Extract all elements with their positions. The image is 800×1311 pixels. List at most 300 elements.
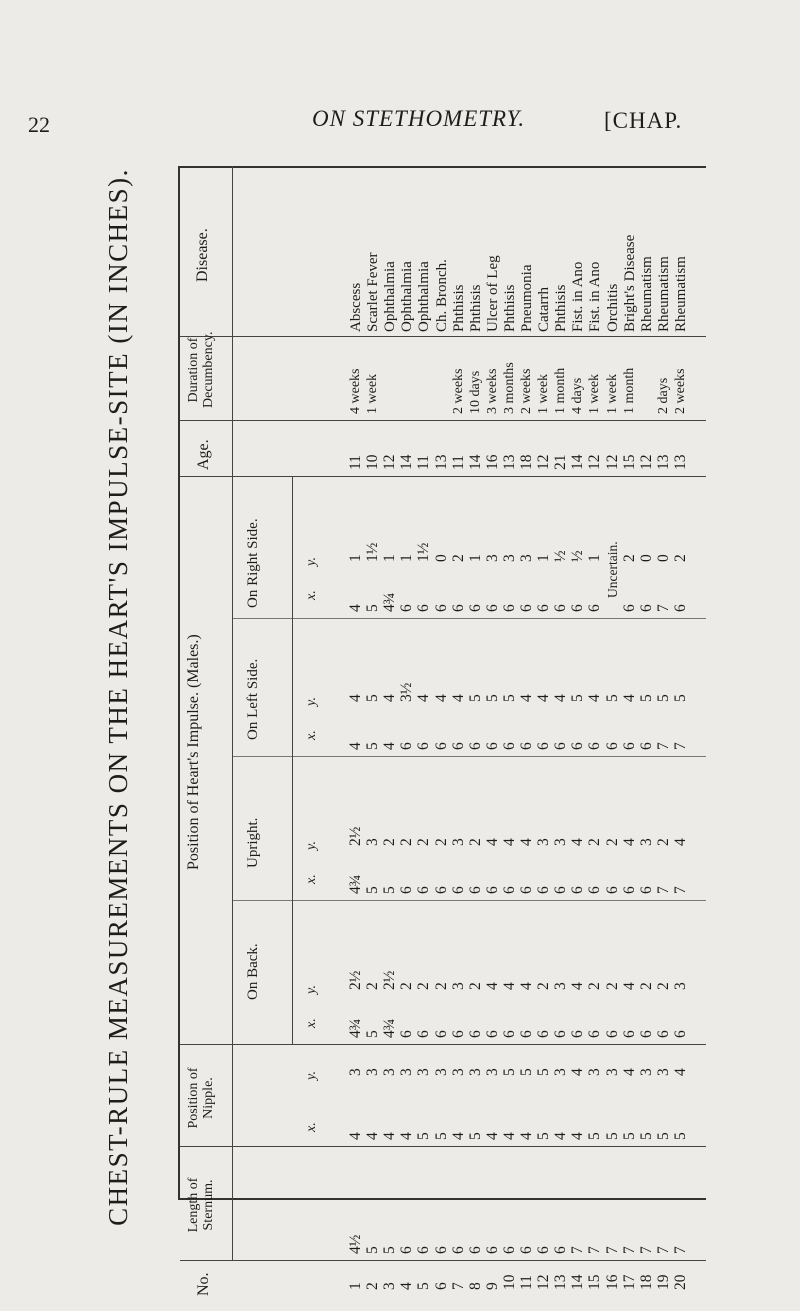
cell-up-x: 6 <box>500 886 518 894</box>
cell-right-x: 4¾ <box>381 592 399 612</box>
cell-left-y: 5 <box>654 694 672 702</box>
cell-back-y: 3 <box>552 982 570 990</box>
cell-right-x: 6 <box>466 604 484 612</box>
cell-sternum: 7 <box>654 1246 672 1254</box>
cell-back-y: 2 <box>654 982 672 990</box>
cell-back-x: 6 <box>671 1030 689 1038</box>
cell-back-y: 2½ <box>381 970 399 990</box>
cell-left-x: 6 <box>483 742 501 750</box>
cell-left-x: 6 <box>603 742 621 750</box>
cell-up-y: 2 <box>432 838 450 846</box>
cell-right-y: 3 <box>483 554 501 562</box>
cell-age: 21 <box>552 454 570 470</box>
cell-left-y: 4 <box>432 694 450 702</box>
rule-disease <box>180 336 706 337</box>
cell-back-y: 4 <box>620 982 638 990</box>
cell-back-y: 2 <box>415 982 433 990</box>
cell-back-y: 4 <box>569 982 587 990</box>
cell-no: 17 <box>620 1274 638 1290</box>
cell-sternum: 7 <box>620 1246 638 1254</box>
subheader-nipple-x: x. <box>304 1122 319 1132</box>
header-no: No. <box>195 1272 212 1296</box>
cell-right-y: 2 <box>620 554 638 562</box>
cell-up-x: 6 <box>620 886 638 894</box>
cell-left-y: 4 <box>415 694 433 702</box>
cell-disease: Ophthalmia <box>399 261 416 332</box>
cell-right-x: 6 <box>535 604 553 612</box>
cell-left-y: 4 <box>518 694 535 702</box>
cell-back-x: 6 <box>466 1030 484 1038</box>
cell-nipple-y: 3 <box>552 1068 570 1076</box>
cell-no: 18 <box>637 1274 655 1290</box>
cell-back-y: 2 <box>398 982 416 990</box>
cell-age: 12 <box>586 454 604 470</box>
cell-up-y: 4 <box>483 838 501 846</box>
subheader-left-x: x. <box>304 730 319 740</box>
cell-nipple-x: 4 <box>381 1132 399 1140</box>
rule-on-back <box>180 1044 706 1045</box>
cell-back-x: 6 <box>483 1030 501 1038</box>
rule-left-side <box>232 756 706 757</box>
cell-back-x: 6 <box>586 1030 604 1038</box>
cell-age: 12 <box>535 454 553 470</box>
cell-duration: 1 month <box>621 367 637 414</box>
cell-sternum: 6 <box>466 1246 484 1254</box>
cell-up-x: 5 <box>364 886 382 894</box>
cell-age: 13 <box>654 454 672 470</box>
cell-sternum: 6 <box>552 1246 570 1254</box>
cell-nipple-x: 4 <box>569 1132 587 1140</box>
cell-back-x: 6 <box>620 1030 638 1038</box>
cell-no: 3 <box>381 1282 399 1290</box>
cell-nipple-x: 4 <box>500 1132 518 1140</box>
cell-no: 20 <box>671 1274 689 1290</box>
cell-right-x: 6 <box>432 604 450 612</box>
cell-nipple-x: 5 <box>603 1132 621 1140</box>
cell-back-x: 6 <box>449 1030 467 1038</box>
cell-up-x: 6 <box>569 886 587 894</box>
cell-left-y: 4 <box>381 694 399 702</box>
cell-no: 19 <box>654 1274 672 1290</box>
cell-left-x: 6 <box>552 742 570 750</box>
cell-nipple-x: 5 <box>535 1132 553 1140</box>
cell-back-x: 6 <box>500 1030 518 1038</box>
cell-up-x: 7 <box>654 886 672 894</box>
cell-right-y: 1 <box>381 554 399 562</box>
cell-left-y: 4 <box>449 694 467 702</box>
cell-left-y: 4 <box>586 694 604 702</box>
header-nipple: Position of Nipple. <box>186 1067 216 1129</box>
rule-sternum <box>180 1260 706 1261</box>
header-age: Age. <box>195 439 212 470</box>
cell-up-y: 2½ <box>347 826 364 846</box>
cell-left-y: 5 <box>637 694 655 702</box>
cell-disease: Ophthalmia <box>416 261 433 332</box>
cell-age: 12 <box>637 454 655 470</box>
cell-up-x: 6 <box>586 886 604 894</box>
cell-sternum: 4½ <box>347 1234 364 1254</box>
cell-right-x: 6 <box>552 604 570 612</box>
cell-no: 11 <box>518 1275 535 1290</box>
cell-disease: Rheumatism <box>655 256 672 332</box>
cell-duration: 4 days <box>570 377 586 414</box>
cell-nipple-x: 4 <box>518 1132 535 1140</box>
cell-back-x: 6 <box>535 1030 553 1038</box>
cell-left-x: 6 <box>449 742 467 750</box>
cell-left-x: 4 <box>381 742 399 750</box>
rule-header-column <box>232 166 233 1260</box>
cell-left-x: 6 <box>569 742 587 750</box>
cell-back-x: 6 <box>603 1030 621 1038</box>
cell-right-y: 1 <box>586 554 604 562</box>
cell-up-x: 6 <box>637 886 655 894</box>
cell-no: 14 <box>569 1274 587 1290</box>
chapter-label: [CHAP. <box>604 108 683 133</box>
cell-up-y: 2 <box>586 838 604 846</box>
cell-disease: Ophthalmia <box>382 261 399 332</box>
cell-back-y: 4 <box>500 982 518 990</box>
cell-right-x: 6 <box>483 604 501 612</box>
cell-age: 13 <box>432 454 450 470</box>
cell-age: 18 <box>518 454 535 470</box>
cell-nipple-y: 3 <box>637 1068 655 1076</box>
cell-nipple-y: 3 <box>364 1068 382 1076</box>
cell-disease: Phthisis <box>501 284 518 332</box>
cell-up-y: 2 <box>603 838 621 846</box>
cell-right-x: 6 <box>500 604 518 612</box>
rule-upright <box>232 900 706 901</box>
running-title: ON STETHOMETRY. <box>312 106 526 131</box>
cell-back-x: 6 <box>398 1030 416 1038</box>
cell-left-x: 6 <box>586 742 604 750</box>
cell-sternum: 7 <box>603 1246 621 1254</box>
cell-duration: 1 week <box>587 373 603 414</box>
cell-sternum: 5 <box>364 1246 382 1254</box>
cell-nipple-y: 5 <box>518 1068 535 1076</box>
rule-nipple <box>180 1146 706 1147</box>
cell-nipple-x: 4 <box>552 1132 570 1140</box>
cell-nipple-y: 5 <box>500 1068 518 1076</box>
cell-right-y: 1 <box>398 554 416 562</box>
cell-back-x: 6 <box>432 1030 450 1038</box>
subheader-back-x: x. <box>304 1018 319 1028</box>
subheader-left-y: y. <box>304 697 319 706</box>
cell-nipple-x: 5 <box>671 1132 689 1140</box>
cell-up-y: 3 <box>364 838 382 846</box>
cell-right-x: 6 <box>569 604 587 612</box>
cell-left-x: 6 <box>535 742 553 750</box>
cell-up-y: 4 <box>518 838 535 846</box>
cell-nipple-y: 5 <box>535 1068 553 1076</box>
cell-up-y: 3 <box>535 838 553 846</box>
rule-age <box>180 476 706 477</box>
cell-right-y: 1 <box>535 554 553 562</box>
cell-nipple-y: 3 <box>347 1068 364 1076</box>
rule-impulse-group <box>292 476 293 1044</box>
cell-nipple-x: 5 <box>620 1132 638 1140</box>
cell-sternum: 7 <box>569 1246 587 1254</box>
cell-nipple-x: 4 <box>449 1132 467 1140</box>
cell-up-x: 6 <box>432 886 450 894</box>
cell-duration: 1 week <box>365 373 381 414</box>
cell-back-y: 2 <box>603 982 621 990</box>
cell-duration: 1 week <box>536 373 552 414</box>
cell-right-y: 0 <box>432 554 450 562</box>
cell-disease: Catarrh <box>536 287 553 332</box>
cell-back-y: 2 <box>432 982 450 990</box>
cell-left-y: 5 <box>466 694 484 702</box>
header-duration: Duration of Decumbency. <box>186 331 216 408</box>
cell-back-x: 5 <box>364 1030 382 1038</box>
cell-back-y: 2 <box>586 982 604 990</box>
cell-up-x: 5 <box>381 886 399 894</box>
cell-disease: Phthisis <box>467 284 484 332</box>
cell-back-x: 6 <box>552 1030 570 1038</box>
cell-back-y: 2 <box>535 982 553 990</box>
cell-up-x: 6 <box>483 886 501 894</box>
cell-no: 1 <box>347 1282 364 1290</box>
cell-disease: Fist. in Ano <box>570 261 587 332</box>
cell-no: 16 <box>603 1274 621 1290</box>
cell-disease: Bright's Disease <box>621 234 638 332</box>
cell-left-y: 4 <box>620 694 638 702</box>
cell-duration: 1 week <box>604 373 620 414</box>
cell-up-x: 6 <box>518 886 535 894</box>
cell-left-x: 6 <box>637 742 655 750</box>
cell-up-x: 6 <box>398 886 416 894</box>
cell-left-x: 6 <box>432 742 450 750</box>
cell-duration: 2 weeks <box>519 368 534 414</box>
cell-back-x: 6 <box>415 1030 433 1038</box>
cell-back-y: 2 <box>364 982 382 990</box>
header-left-side: On Left Side. <box>245 658 261 740</box>
cell-left-x: 6 <box>466 742 484 750</box>
cell-age: 10 <box>364 454 382 470</box>
cell-nipple-y: 3 <box>603 1068 621 1076</box>
cell-back-x: 4¾ <box>347 1018 364 1038</box>
cell-nipple-y: 3 <box>449 1068 467 1076</box>
cell-no: 4 <box>398 1282 416 1290</box>
cell-right-y: 0 <box>637 554 655 562</box>
cell-right-y: 3 <box>518 554 535 562</box>
header-upright: Upright. <box>245 817 261 868</box>
cell-right-x: 5 <box>364 604 382 612</box>
cell-right-y: Uncertain. <box>604 541 620 598</box>
cell-up-y: 3 <box>637 838 655 846</box>
cell-disease: Fist. in Ano <box>587 261 604 332</box>
cell-right-x: 4 <box>347 604 364 612</box>
cell-back-x: 6 <box>637 1030 655 1038</box>
cell-up-x: 6 <box>449 886 467 894</box>
cell-up-y: 3 <box>449 838 467 846</box>
header-sternum: Length of Sternum. <box>186 1177 216 1233</box>
cell-up-y: 4 <box>620 838 638 846</box>
cell-back-x: 6 <box>654 1030 672 1038</box>
cell-back-y: 4 <box>518 982 535 990</box>
cell-up-y: 2 <box>654 838 672 846</box>
cell-back-x: 4¾ <box>381 1018 399 1038</box>
cell-duration: 3 months <box>501 362 517 414</box>
cell-right-x: 6 <box>415 604 433 612</box>
cell-nipple-x: 4 <box>347 1132 364 1140</box>
rule-right-side <box>232 618 706 619</box>
cell-no: 2 <box>364 1282 382 1290</box>
cell-left-y: 5 <box>603 694 621 702</box>
cell-right-y: 1½ <box>415 542 433 562</box>
cell-up-x: 6 <box>552 886 570 894</box>
cell-sternum: 6 <box>415 1246 433 1254</box>
cell-age: 12 <box>381 454 399 470</box>
header-right-side: On Right Side. <box>245 518 261 608</box>
cell-age: 16 <box>483 454 501 470</box>
header-disease: Disease. <box>194 228 211 282</box>
cell-disease: Phthisis <box>553 284 570 332</box>
cell-right-x: 6 <box>637 604 655 612</box>
cell-disease: Rheumatism <box>638 256 655 332</box>
cell-nipple-y: 4 <box>569 1068 587 1076</box>
cell-age: 11 <box>415 455 433 470</box>
cell-back-y: 2 <box>637 982 655 990</box>
cell-up-y: 4 <box>569 838 587 846</box>
cell-nipple-y: 3 <box>415 1068 433 1076</box>
cell-right-x: 6 <box>398 604 416 612</box>
cell-disease: Ch. Bronch. <box>433 259 450 332</box>
cell-up-y: 4 <box>500 838 518 846</box>
cell-sternum: 5 <box>381 1246 399 1254</box>
cell-left-x: 4 <box>347 742 364 750</box>
cell-duration: 2 weeks <box>450 368 466 414</box>
cell-back-y: 2 <box>466 982 484 990</box>
cell-up-x: 4¾ <box>347 874 364 894</box>
cell-nipple-x: 5 <box>637 1132 655 1140</box>
cell-up-x: 6 <box>603 886 621 894</box>
cell-sternum: 6 <box>398 1246 416 1254</box>
cell-nipple-x: 4 <box>398 1132 416 1140</box>
subheader-right-x: x. <box>304 590 319 600</box>
cell-right-x: 6 <box>449 604 467 612</box>
cell-nipple-y: 4 <box>671 1068 689 1076</box>
cell-left-x: 6 <box>500 742 518 750</box>
cell-up-x: 6 <box>535 886 553 894</box>
cell-right-y: 2 <box>671 554 689 562</box>
cell-duration: 10 days <box>467 370 483 414</box>
subheader-right-y: y. <box>304 557 319 566</box>
cell-no: 7 <box>449 1282 467 1290</box>
cell-age: 12 <box>603 454 621 470</box>
cell-nipple-x: 5 <box>466 1132 484 1140</box>
cell-left-y: 5 <box>483 694 501 702</box>
cell-right-y: 0 <box>654 554 672 562</box>
cell-sternum: 7 <box>586 1246 604 1254</box>
rule-duration <box>180 420 706 421</box>
cell-age: 13 <box>500 454 518 470</box>
cell-age: 11 <box>449 455 467 470</box>
cell-left-x: 6 <box>415 742 433 750</box>
cell-up-y: 2 <box>398 838 416 846</box>
cell-no: 5 <box>415 1282 433 1290</box>
cell-nipple-x: 4 <box>483 1132 501 1140</box>
cell-no: 8 <box>466 1282 484 1290</box>
cell-age: 14 <box>569 454 587 470</box>
subheader-nipple-y: y. <box>304 1071 319 1080</box>
cell-up-y: 3 <box>552 838 570 846</box>
cell-left-y: 4 <box>552 694 570 702</box>
cell-disease: Abscess <box>348 282 364 332</box>
cell-back-y: 3 <box>671 982 689 990</box>
cell-disease: Scarlet Fever <box>365 252 382 332</box>
cell-up-y: 2 <box>415 838 433 846</box>
cell-nipple-y: 4 <box>620 1068 638 1076</box>
cell-sternum: 6 <box>483 1246 501 1254</box>
cell-left-y: 3½ <box>398 682 416 702</box>
page-number: 22 <box>28 112 50 137</box>
cell-nipple-x: 5 <box>586 1132 604 1140</box>
cell-duration: 2 days <box>655 377 671 414</box>
cell-up-y: 2 <box>466 838 484 846</box>
header-impulse-group: Position of Heart's Impulse. (Males.) <box>185 634 202 870</box>
cell-right-x: 7 <box>654 604 672 612</box>
cell-left-y: 5 <box>569 694 587 702</box>
cell-no: 12 <box>535 1274 553 1290</box>
cell-left-x: 5 <box>364 742 382 750</box>
cell-disease: Pneumonia <box>519 264 535 332</box>
cell-age: 11 <box>347 455 364 470</box>
cell-left-y: 5 <box>364 694 382 702</box>
cell-duration: 2 weeks <box>672 368 688 414</box>
cell-nipple-y: 3 <box>586 1068 604 1076</box>
cell-duration: 3 weeks <box>484 368 500 414</box>
header-on-back: On Back. <box>245 943 261 1000</box>
cell-right-x: 6 <box>671 604 689 612</box>
cell-nipple-y: 3 <box>483 1068 501 1076</box>
cell-disease: Orchitis <box>604 283 621 332</box>
cell-age: 14 <box>466 454 484 470</box>
cell-up-y: 2 <box>381 838 399 846</box>
cell-up-x: 6 <box>415 886 433 894</box>
cell-no: 9 <box>483 1282 501 1290</box>
cell-back-y: 4 <box>483 982 501 990</box>
cell-back-y: 2½ <box>347 970 364 990</box>
cell-nipple-y: 3 <box>432 1068 450 1076</box>
cell-right-x: 6 <box>586 604 604 612</box>
subheader-up-y: y. <box>304 841 319 850</box>
cell-nipple-x: 5 <box>432 1132 450 1140</box>
subheader-up-x: x. <box>304 874 319 884</box>
cell-disease: Ulcer of Leg <box>484 255 501 332</box>
cell-age: 15 <box>620 454 638 470</box>
cell-left-x: 7 <box>671 742 689 750</box>
cell-right-y: 1 <box>466 554 484 562</box>
cell-right-y: 1 <box>347 554 364 562</box>
subheader-back-y: y. <box>304 985 319 994</box>
cell-sternum: 6 <box>449 1246 467 1254</box>
cell-up-x: 7 <box>671 886 689 894</box>
cell-right-y: ½ <box>552 550 570 562</box>
table-title: CHEST-RULE MEASUREMENTS ON THE HEART'S IMPULSE-SITE (IN INCHES). <box>102 168 133 1226</box>
cell-right-y: 3 <box>500 554 518 562</box>
cell-left-y: 5 <box>671 694 689 702</box>
cell-sternum: 6 <box>500 1246 518 1254</box>
cell-back-x: 6 <box>518 1030 535 1038</box>
cell-left-y: 4 <box>535 694 553 702</box>
cell-sternum: 7 <box>671 1246 689 1254</box>
cell-disease: Rheumatism <box>672 256 689 332</box>
cell-nipple-x: 5 <box>415 1132 433 1140</box>
cell-no: 13 <box>552 1274 570 1290</box>
cell-duration: 4 weeks <box>348 368 363 414</box>
cell-nipple-y: 3 <box>654 1068 672 1076</box>
cell-left-y: 5 <box>500 694 518 702</box>
